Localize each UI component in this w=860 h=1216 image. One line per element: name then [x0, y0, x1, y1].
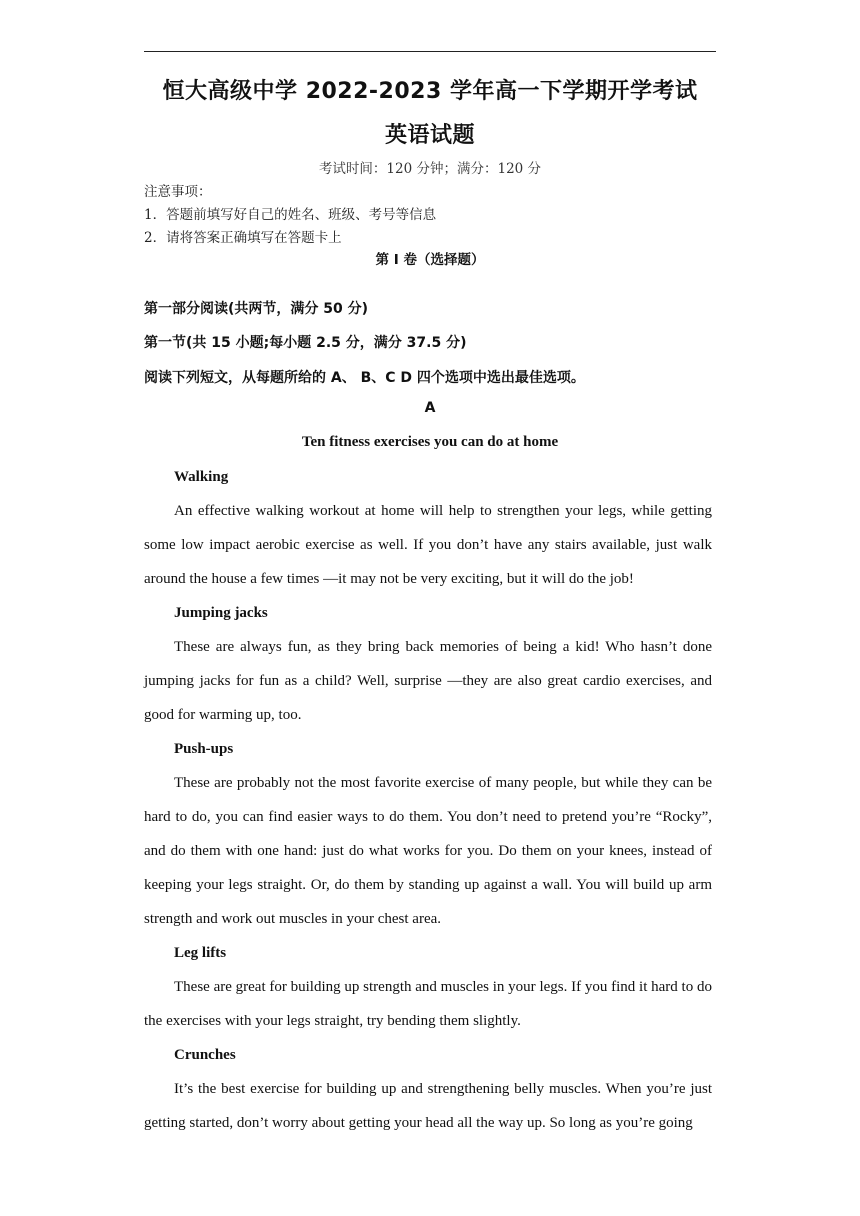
exam-subject-title: 英语试题: [384, 123, 475, 148]
header-rule: [144, 51, 716, 52]
exercise-heading: Leg lifts: [174, 945, 227, 961]
exam-title: 恒大高级中学 2022-2023 学年高一下学期开学考试: [162, 79, 698, 104]
exercise-heading: Walking: [174, 469, 229, 485]
exercise-heading: Crunches: [174, 1047, 236, 1063]
volume-title: 第 I 卷（选择题）: [375, 252, 485, 268]
instructions: 阅读下列短文，从每题所给的 A、 B、C D 四个选项中选出最佳选项。: [144, 370, 585, 386]
exercise-heading: Jumping jacks: [174, 605, 268, 621]
exercise-paragraph: These are probably not the most favorite exercise of many people, but while they can be hard to do, you can find easier ways to do them. You don’t need to pretend you’re “Rocky”, and do them with one hand: just do what works for you. Do them on your knees, instead of keeping your legs straight. Or, do them by standing up against a wall. You will build up arm strength and work out muscles in your chest area.: [144, 775, 712, 927]
part-heading: 第一部分阅读(共两节，满分 50 分): [144, 301, 369, 317]
passage-title: Ten fitness exercises you can do at home: [301, 434, 559, 450]
exam-time-info: 考试时间：120 分钟；满分：120 分: [318, 161, 542, 177]
section-heading: 第一节(共 15 小题;每小题 2.5 分，满分 37.5 分): [144, 335, 467, 351]
notice-heading: 注意事项：: [144, 184, 212, 200]
exercise-paragraph: These are great for building up strength and muscles in your legs. If you find it hard to do the exercises with your legs straight, try bending them slightly.: [144, 979, 712, 1029]
exercise-paragraph: An effective walking workout at home will help to strengthen your legs, while getting some low impact aerobic exercise as well. If you don’t have any stairs available, just walk around the house a few times —it may not be very exciting, but it will do the job!: [144, 503, 712, 587]
exercise-heading: Push-ups: [174, 741, 234, 757]
exercise-paragraph: These are always fun, as they bring back memories of being a kid! Who hasn’t done jumping jacks for fun as a child? Well, surprise —they are also great cardio exercises, and good for warming up, too.: [144, 639, 712, 723]
notice-item: 1．答题前填写好自己的姓名、班级、考号等信息: [144, 207, 437, 223]
passage-label: A: [424, 400, 436, 416]
exercise-paragraph: It’s the best exercise for building up and strengthening belly muscles. When you’re just getting started, don’t worry about getting your head all the way up. So long as you’re going: [144, 1081, 712, 1131]
passage-body: [144, 460, 712, 1140]
notice-item: 2．请将答案正确填写在答题卡上: [144, 230, 342, 246]
